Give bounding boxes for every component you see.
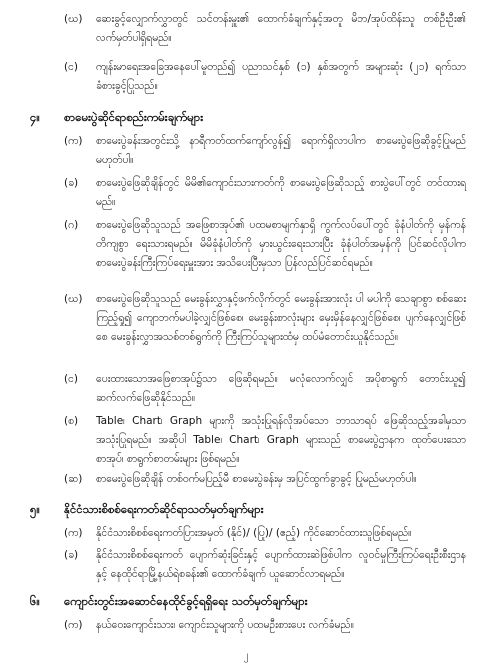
item-text: စာမေးပွဲခန်းအတွင်းသို့ နာရီကတ်ထက်ကျော်လွန်၍ ရောက်ရှိလာပါက စာမေးပွဲဖြေဆိုခွင့်ပြုမည် မဟုတ်ပါ။ (96, 135, 466, 166)
item-text: ကျန်းမာရေးအခြေအနေပေါ်မူတည်၍ ပညာသင်နှစ် (၁) နှစ်အတွက် အများဆုံး (၂၁) ရက်သာ ခံစားခွင့်ပြုသည်။ (96, 61, 466, 92)
section-number: ၄။ (30, 110, 40, 124)
item-marker: (ဃ) (64, 293, 83, 305)
item-marker: (င) (64, 373, 79, 385)
item-marker: (ဆ) (64, 473, 83, 485)
item-text: ပေးထားသောအဖြေစာအုပ်၌သာ ဖြေဆိုရမည်။ မလုံလောက်လျှင် အပိုစာရွက် တောင်းယူ၍ ဆက်လက်ဖြေဆိုနိုင်သည်။ (96, 373, 466, 404)
page-number: ၂ (243, 650, 249, 661)
item-marker: (က) (64, 527, 83, 539)
section-title: ကျောင်းတွင်းအဆောင်နေထိုင်ခွင့်ရရှိရေး သတ်မှတ်ချက်များ (64, 594, 308, 608)
item-marker: (က) (64, 619, 83, 631)
item-marker: (င) (64, 61, 79, 73)
item-text: Table၊ Chart၊ Graph များကို အသုံးပြုရန်လိုအပ်သော ဘာသာရပ် ဖြေဆိုသည့်အခါမှသာ အသုံးပြုရမည်။ အဆိုပါ Table၊ Chart၊ Graph များသည် စာမေးပွဲဌာနက ထုတ်ပေးသော စာအုပ်၊ စာရွက်စာတမ်းများ ဖြစ်ရမည်။ (96, 415, 466, 465)
item-text: နယ်ဝေးကျောင်းသား၊ ကျောင်းသူများကို ပထမဦးစားပေး လက်ခံမည်။ (96, 619, 354, 631)
item-text: စာမေးပွဲဖြေဆိုသူသည် မေးခွန်းလွှာနှင့်ဖက်လိုက်တွင် မေးခွန်းအားလုံး ပါ မပါကို သေချာစွာ စစ်ဆေးကြည့်ရှု၍ ကျောဘက်မပါခဲ့လျှင်ဖြစ်စေ၊ မေးခွန်းစာလုံးများ မှေးမှိန်နေလျှင်ဖြစ်စေ၊ ပျက်နေလျှင်ဖြစ်စေ မေးခွန်းလွှာအသစ်တစ်ရွက်ကို ကြီးကြပ်သူများထံမှ ထပ်မံတောင်းယူနိုင်သည်။ (96, 293, 466, 343)
item-marker: (ဃ) (64, 13, 83, 25)
section-title: နိုင်ငံသားစိစစ်ရေးကတ်ဆိုင်ရာသတ်မှတ်ချက်များ (64, 502, 264, 516)
item-text: စာမေးပွဲဖြေဆိုသူသည် အဖြေစာအုပ်၏ ပထမစာမျက်နှာရှိ ကွက်လပ်ပေါ်တွင် ခုံနံပါတ်ကို မှန်ကန်တိကျစွာ ရေးသားရမည်။ မိမိခုံနံပါတ်ကို မှားယွင်းရေးသားပြီး ခုံနံပါတ်အမှန်ကို ပြင်ဆင်လိုပါက စာမေးပွဲခန်းကြီးကြပ်ရေးမှူးအား အသိပေးပြီးမှသာ ပြန်လည်ပြင်ဆင်ရမည်။ (96, 219, 466, 269)
item-marker: (ဂ) (64, 219, 79, 231)
item-marker: (ခ) (64, 549, 79, 561)
item-text: ဆေးခွင့်လျှောက်လွှာတွင် သင်တန်းမှူး၏ ထောက်ခံချက်နှင့်အတူ မိဘ/အုပ်ထိန်းသူ တစ်ဦးဦး၏ လက်မှတ်ပါရှိရမည်။ (96, 13, 466, 44)
section-number: ၅။ (30, 502, 40, 516)
item-text: စာမေးပွဲဖြေဆိုချိန် တစ်ဝက်မပြည့်မီ စာမေးပွဲခန်းမှ အပြင်ထွက်ခွာခွင့် ပြုမည်မဟုတ်ပါ။ (96, 473, 417, 485)
item-marker: (စ) (64, 415, 79, 427)
section-number: ၆။ (30, 594, 40, 608)
section-title: စာမေးပွဲဆိုင်ရာစည်းကမ်းချက်များ (64, 110, 204, 124)
item-text: နိုင်ငံသားစိစစ်ရေးကတ် ပျောက်ဆုံးခြင်းနှင့် ပျောက်ထားဆဲဖြစ်ပါက လူဝင်မှုကြီးကြပ်ရေးဦးစီးဌာနနှင့် နေထိုင်ရာမြို့နယ်ရဲစခန်း၏ ထောက်ခံချက် ယူဆောင်လာရမည်။ (96, 549, 466, 580)
item-marker: (က) (64, 135, 83, 147)
item-marker: (ခ) (64, 177, 79, 189)
item-text: နိုင်ငံသားစိစစ်ရေးကတ်ပြားအမှတ် (နိုင်)/ (ပြု)/ (ဧည့်) ကိုင်ဆောင်ထားသူဖြစ်ရမည်။ (96, 527, 412, 539)
item-text: စာမေးပွဲဖြေဆိုချိန်တွင် မိမိ၏ကျောင်းသားကတ်ကို စာမေးပွဲဖြေဆိုသည့် စားပွဲပေါ်တွင် တင်ထားရမည်။ (96, 177, 466, 208)
